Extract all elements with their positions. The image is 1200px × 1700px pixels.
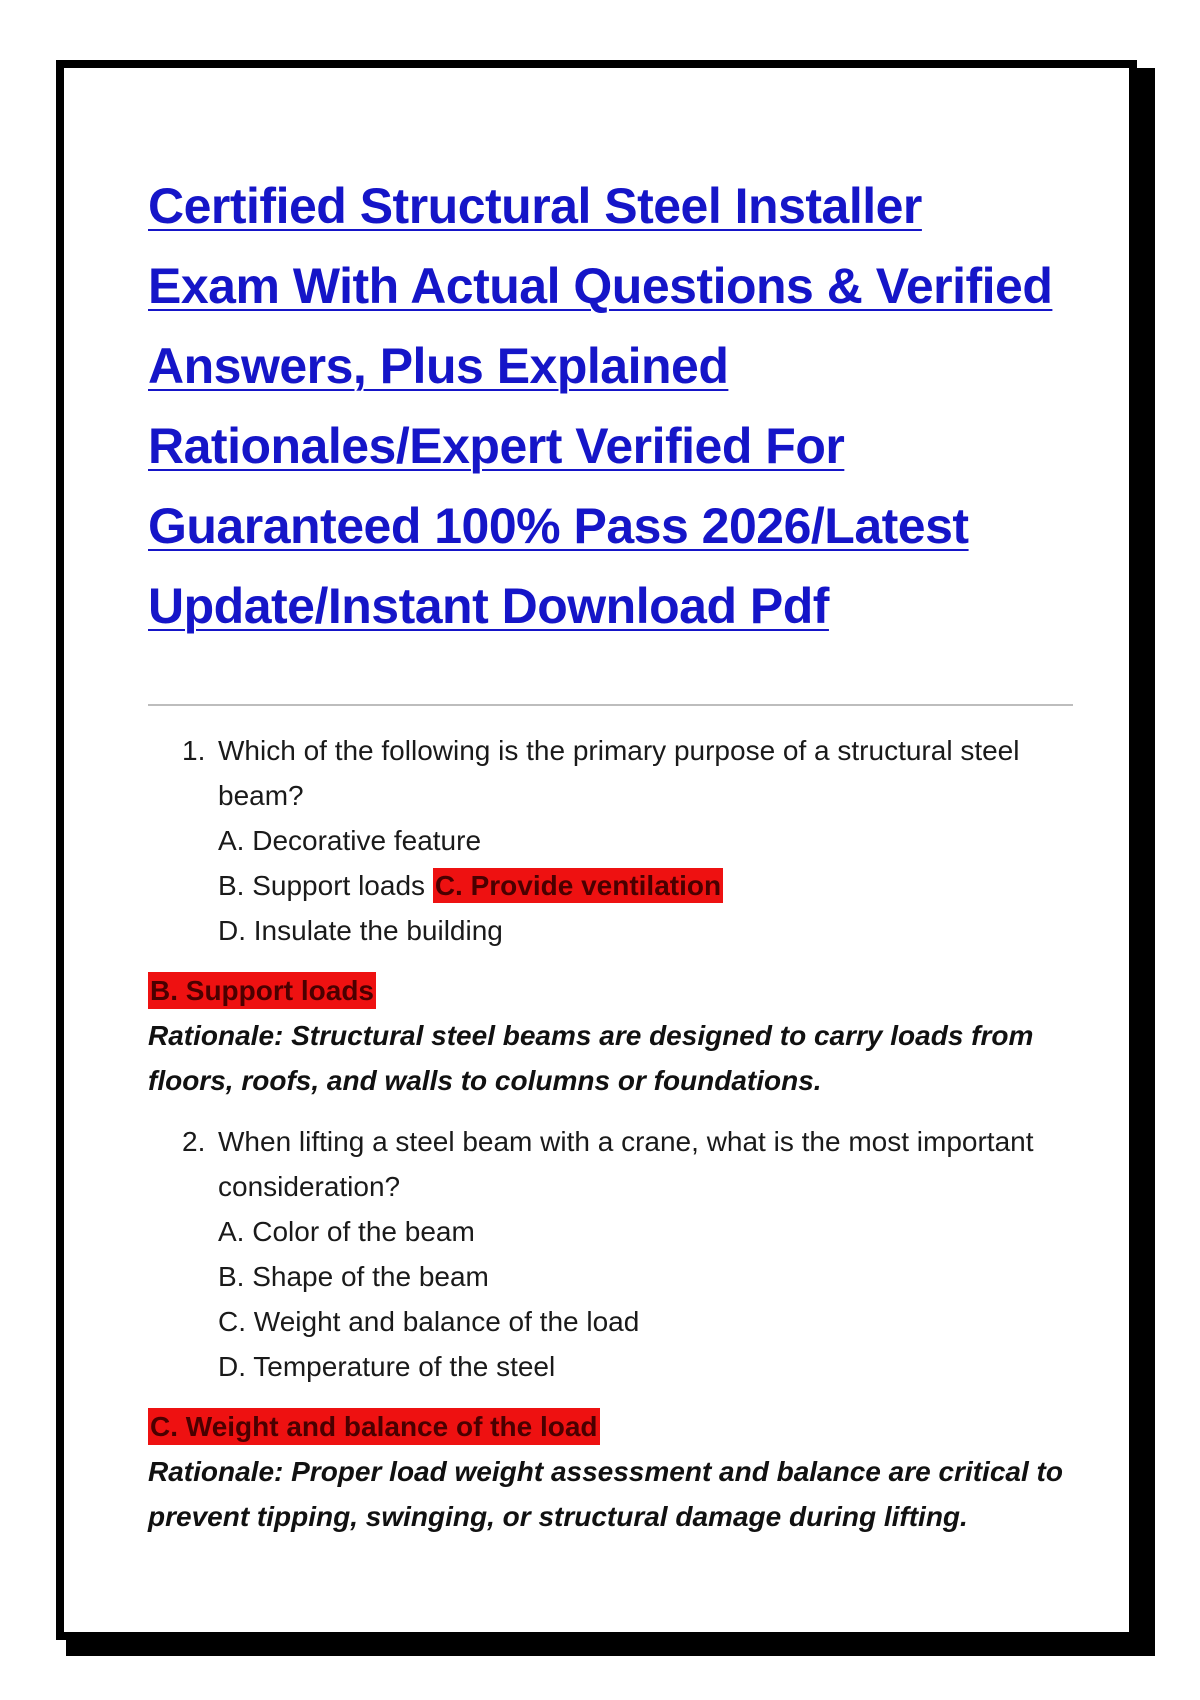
question-number: 2. — [182, 1126, 206, 1157]
question-block-1 — [148, 728, 1078, 1103]
answer-highlight: C. Weight and balance of the load — [148, 1408, 600, 1445]
question-text: Which of the following is the primary purpose of a structural steel beam? — [218, 735, 1020, 811]
option-d: D. Temperature of the steel — [218, 1351, 556, 1382]
answer-line-1 — [148, 969, 1078, 1013]
question-1 — [182, 728, 1078, 953]
option-row-b-c — [218, 863, 1078, 908]
question-body — [218, 728, 1078, 953]
question-number: 1. — [182, 735, 206, 766]
option-d: D. Insulate the building — [218, 915, 503, 946]
answer-line-2 — [148, 1405, 1078, 1449]
option-a: A. Decorative feature — [218, 825, 482, 856]
horizontal-divider — [148, 704, 1073, 706]
rationale-text: Rationale: Structural steel beams are designed to carry loads from floors, roofs, and walls to columns or foundations. — [148, 1020, 1034, 1096]
answer-highlight: B. Support loads — [148, 972, 376, 1009]
document-title-link[interactable]: Certified Structural Steel Installer Exam With Actual Questions & Verified Answers, Plus Explained Rationales/Expert Verified For Guaranteed 100% Pass 2026/Latest Update/Instant Download Pdf — [148, 178, 1053, 634]
option-b: B. Shape of the beam — [218, 1261, 489, 1292]
question-body — [218, 1119, 1078, 1389]
option-c: C. Weight and balance of the load — [218, 1306, 640, 1337]
rationale-text: Rationale: Proper load weight assessment and balance are critical to prevent tipping, swinging, or structural damage during lifting. — [148, 1456, 1063, 1532]
option-c-highlighted: C. Provide ventilation — [434, 870, 722, 901]
page-content — [148, 166, 1078, 1539]
document-page — [56, 60, 1137, 1640]
question-text: When lifting a steel beam with a crane, what is the most important consideration? — [218, 1126, 1034, 1202]
option-b: B. Support loads — [218, 870, 426, 901]
question-2 — [182, 1119, 1078, 1389]
option-a: A. Color of the beam — [218, 1216, 475, 1247]
question-block-2 — [148, 1119, 1078, 1539]
